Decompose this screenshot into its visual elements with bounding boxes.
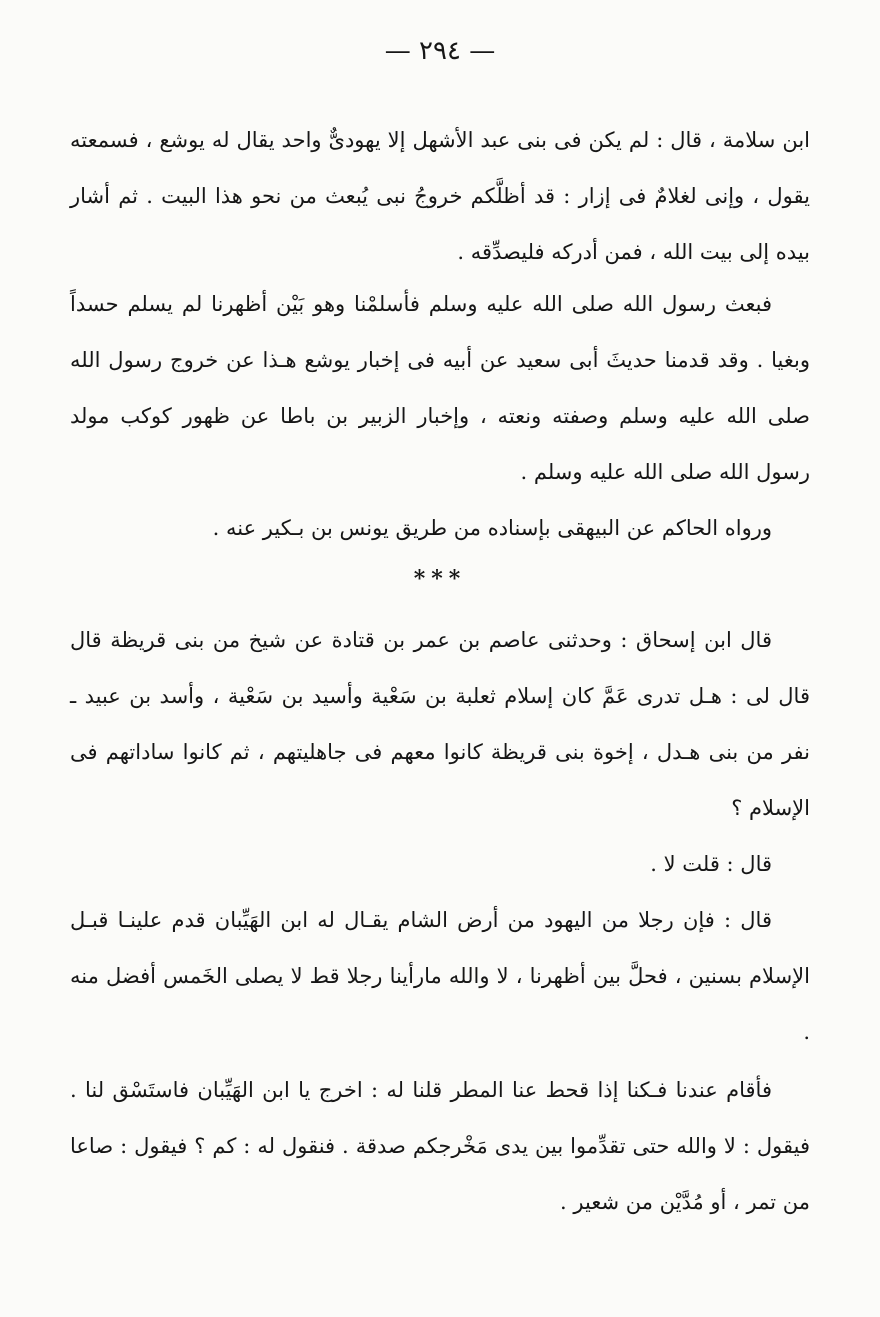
page-number: — ٢٩٤ — (384, 36, 496, 66)
paragraph-2 (70, 276, 810, 500)
paragraph-6 (70, 892, 810, 1060)
paragraph-4 (70, 612, 810, 836)
paragraph-7 (70, 1062, 810, 1230)
paragraph-text: قال : فإن رجلا من اليهود من أرض الشام يقـال له ابن الهَيِّبان قدم علينـا قبـل الإسلام بسنين ، فحلَّ بين أظهرنا ، لا والله مارأينا رجلا قط لا يصلى الخَمس أفضل منه . (70, 908, 810, 1044)
paragraph-5 (70, 836, 810, 892)
paragraph-text: فبعث رسول الله صلى الله عليه وسلم فأسلمْنا وهو بَيْن أظهرنا لم يسلم حسداً وبغيا . وقد قدمنا حديثَ أبى سعيد عن أبيه فى إخبار يوشع هـذا عن خروج رسول الله صلى الله عليه وسلم وصفته ونعته ، وإخبار الزبير بن باطا عن ظهور كوكب مولد رسول الله صلى الله عليه وسلم . (70, 292, 810, 484)
paragraph-text: قال ابن إسحاق : وحدثنى عاصم بن عمر بن قتادة عن شيخ من بنى قريظة قال قال لى : هـل تدرى عَمَّ كان إسلام ثعلبة بن سَعْية وأسيد بن سَعْية ، وأسد بن عبيد ـ نفر من بنى هـدل ، إخوة بنى قريظة كانوا معهم فى جاهليتهم ، ثم كانوا ساداتهم فى الإسلام ؟ (70, 628, 810, 820)
paragraph-text: قال : قلت لا . (650, 852, 772, 876)
section-separator: *** (413, 566, 467, 592)
paragraph-3 (70, 500, 810, 556)
paragraph-1 (70, 112, 810, 280)
paragraph-text: فأقام عندنا فـكنا إذا قحط عنا المطر قلنا له : اخرج يا ابن الهَيِّبان فاستَسْق لنا . فيقول : لا والله حتى تقدِّموا بين يدى مَخْرجكم صدقة . فنقول له : كم ؟ فيقول : صاعا من تمر ، أو مُدَّيْن من شعير . (70, 1078, 810, 1214)
paragraph-text: ابن سلامة ، قال : لم يكن فى بنى عبد الأشهل إلا يهودىٌّ واحد يقال له يوشع ، فسمعته يقول ، وإنى لغلامٌ فى إزار : قد أظلَّكم خروجُ نبى يُبعث من نحو هذا البيت . ثم أشار بيده إلى بيت الله ، فمن أدركه فليصدِّقه . (70, 128, 810, 264)
paragraph-text: ورواه الحاكم عن البيهقى بإسناده من طريق يونس بن بـكير عنه . (212, 516, 772, 540)
